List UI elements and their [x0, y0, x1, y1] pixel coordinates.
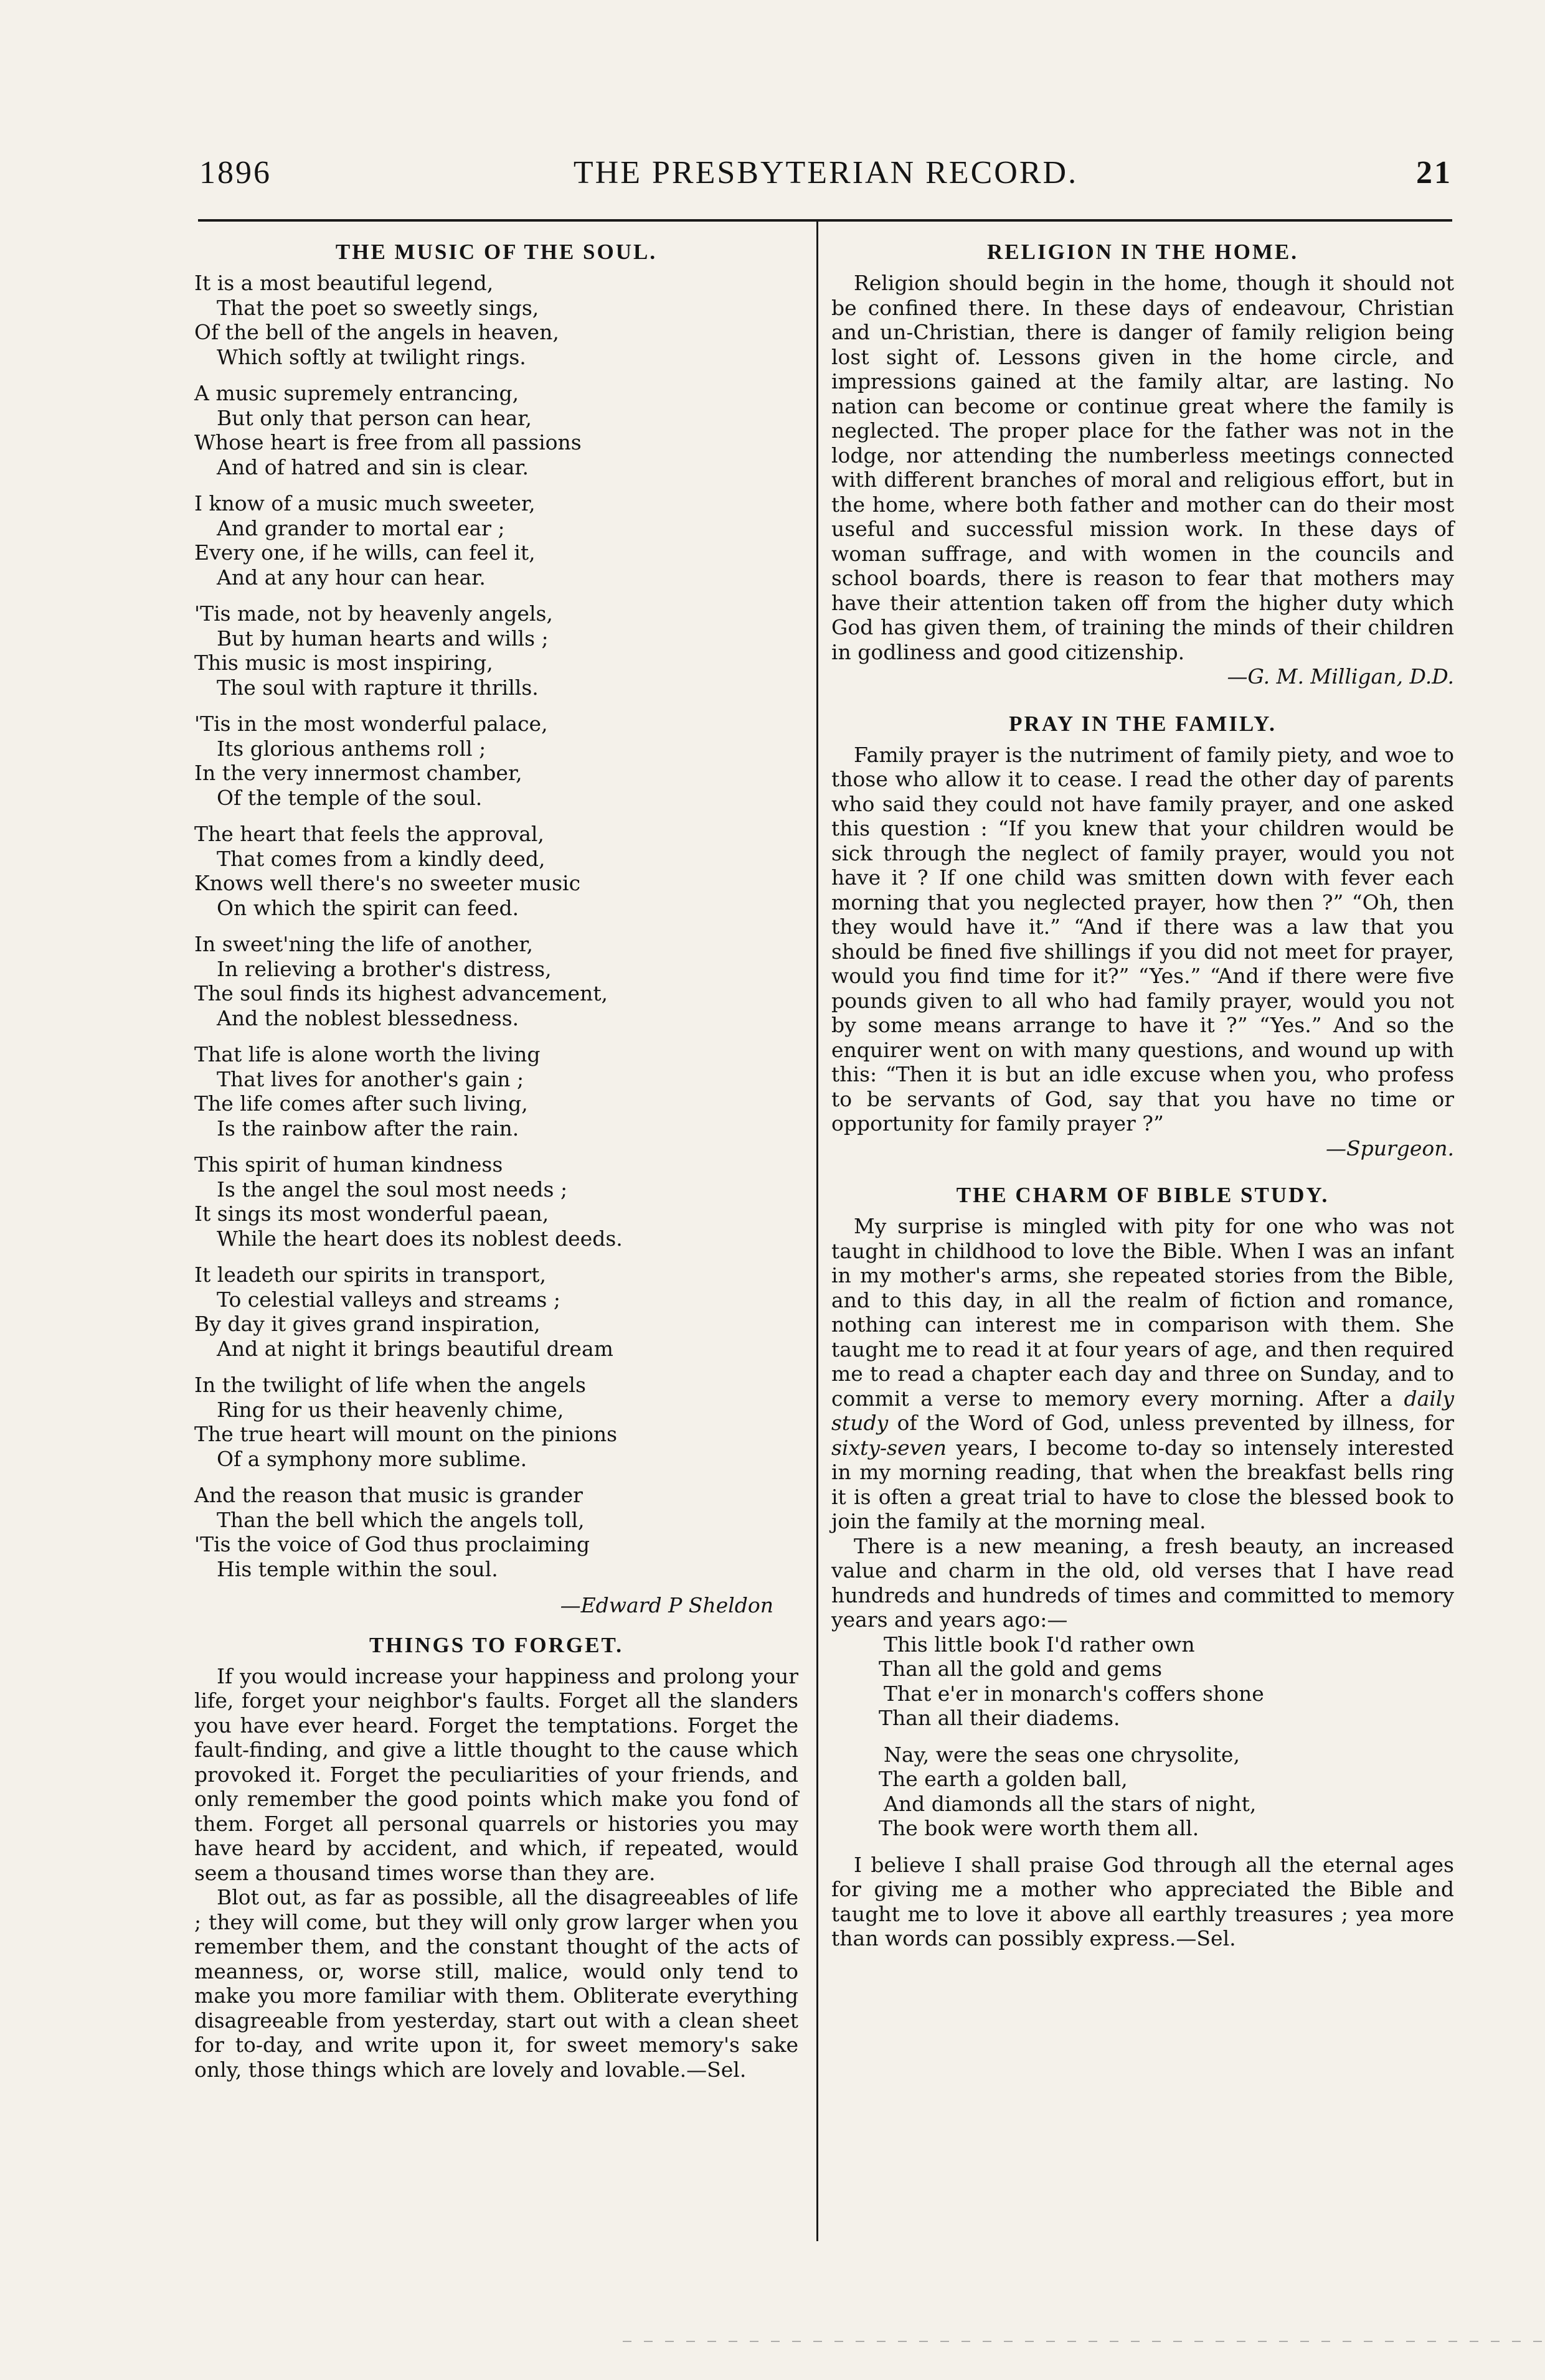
poem-line: Nay, were the seas one chrysolite,: [884, 1742, 1240, 1767]
poem-line: It is a most beautiful legend,: [194, 271, 494, 295]
poem-line: And at night it brings beautiful dream: [217, 1336, 613, 1361]
poem-line: Knows well there's no sweeter music: [194, 871, 581, 895]
poem-line: But by human hearts and wills ;: [217, 626, 549, 651]
poem-stanza: [194, 822, 798, 920]
poem-line: And the noblest blessedness.: [217, 1005, 519, 1030]
verse-stanza: [831, 1632, 1454, 1731]
forget-paragraph-2: Blot out, as far as possible, all the disagreeables of life ; they will come, but they will only grow larger when you remember them, and the constant thought of the acts of meanness, or, worse still, malice, would only tend to make you more familiar with them. Obliterate everything disagreeable from yesterday, start out with a clean sheet for to-day, and write upon it, for sweet memory's sake only, those things which are lovely and lovable.—Sel.: [194, 1885, 798, 2082]
poem-line: Of the temple of the soul.: [217, 785, 483, 810]
poem-line: The soul finds its highest advancement,: [194, 981, 608, 1005]
bottom-rule: [623, 2341, 1544, 2342]
bible-paragraph-1: [831, 1214, 1454, 1534]
poem-line: The earth a golden ball,: [879, 1767, 1128, 1791]
pray-text: Family prayer is the nutriment of family piety, and woe to those who allow it to cease. I read the other day of parents who said they could not have family prayer, and one asked this question : “If you knew that your children would be sick through the neglect of family prayer, would you not have it ? If one child was smitten down with fever each morning that you neglected prayer, how then ?” “Oh, then they would have it.” “And if there was a law that you should be fined five shillings if you did not meet for prayer, would you find time for it?” “Yes.” “And if there were five pounds given to all who had family prayer, would you not by some means arrange to have it ?” “Yes.” And so the enquirer went on with many questions, and wound up with this: “Then it is but an idle excuse when you, who profess to be servants of God, say that you have no time or opportunity for family prayer ?”: [831, 742, 1454, 1136]
poem-line: In the very innermost chamber,: [194, 761, 522, 785]
poem-stanza: [194, 712, 798, 810]
poem-line: 'Tis made, not by heavenly angels,: [194, 601, 553, 626]
poem-line: Of the bell of the angels in heaven,: [194, 320, 559, 344]
running-header: [199, 154, 1452, 204]
bible-p1-em-years: sixty-seven: [831, 1435, 947, 1460]
bible-p1-text-a: My surprise is mingled with pity for one who was not taught in childhood to love the Bible. When I was an infant in my mother's arms, she repeated stories from the Bible, and to this day, in all the realm of fiction and romance, nothing can interest me in comparison with them. She taught me to read it at four years of age, and then required me to read a chapter each day and three on Sunday, and to commit a verse to memory every morning. After a: [831, 1214, 1454, 1411]
pray-signature: —Spurgeon.: [1325, 1136, 1454, 1160]
poem: [194, 271, 798, 1581]
bible-paragraph-3: I believe I shall praise God through all the eternal ages for giving me a mother who appreciated the Bible and taught me to love it above all earthly treasures ; yea more than words can possibly express.—Sel.: [831, 1852, 1454, 1950]
left-column: [194, 240, 798, 2082]
poem-line: Is the rainbow after the rain.: [217, 1116, 519, 1141]
poem-line: And of hatred and sin is clear.: [217, 454, 529, 479]
bible-verse-1: [831, 1632, 1454, 1731]
poem-line: It leadeth our spirits in transport,: [194, 1263, 546, 1287]
poem-stanza: [194, 1373, 798, 1471]
poem-line: Than the bell which the angels toll,: [217, 1507, 585, 1532]
poem-line: Than all the gold and gems: [879, 1657, 1163, 1681]
verse-stanza: [831, 1743, 1454, 1841]
poem-line: Which softly at twilight rings.: [217, 344, 526, 369]
poem-line: But only that person can hear,: [217, 405, 532, 430]
column-divider: [816, 219, 818, 2241]
bible-p1-text-b: of the Word of God, unless prevented by illness, for: [897, 1411, 1454, 1435]
poem-line: 'Tis in the most wonderful palace,: [194, 712, 548, 736]
bible-p1-text-c: years, I become to-day so intensely interested in my morning reading, that when the breakfast bells ring it is often a great trial to have to close the blessed book to join the family at the morning meal.: [831, 1435, 1454, 1533]
poem-line: This spirit of human kindness: [194, 1152, 503, 1177]
poem-line: This little book I'd rather own: [884, 1632, 1195, 1657]
poem-line: That comes from a kindly deed,: [217, 846, 546, 871]
poem-line: Of a symphony more sublime.: [217, 1446, 527, 1471]
header-title: THE PRESBYTERIAN RECORD.: [573, 155, 1079, 190]
poem-line: Every one, if he wills, can feel it,: [194, 540, 536, 565]
right-column: [831, 240, 1454, 1951]
poem-line: Ring for us their heavenly chime,: [217, 1397, 564, 1422]
poem-line: Whose heart is free from all passions: [194, 430, 582, 454]
bible-paragraph-2: There is a new meaning, a fresh beauty, an increased value and charm in the old, old verses that I have read hundreds and hundreds of times and committed to memory years and years ago:—: [831, 1533, 1454, 1632]
poem-line: And diamonds all the stars of night,: [884, 1791, 1257, 1816]
poem-line: And the reason that music is grander: [194, 1483, 583, 1507]
poem-line: By day it gives grand inspiration,: [194, 1312, 541, 1336]
page-number: 21: [1416, 155, 1452, 190]
poem-line: That life is alone worth the living: [194, 1042, 541, 1066]
poem-line: To celestial valleys and streams ;: [217, 1287, 560, 1312]
poem-line: I know of a music much sweeter,: [194, 491, 536, 515]
poem-stanza: [194, 1152, 798, 1251]
poem-line: The soul with rapture it thrills.: [217, 675, 539, 700]
poem-line: In the twilight of life when the angels: [194, 1373, 586, 1397]
poem-line: The true heart will mount on the pinions: [194, 1422, 618, 1446]
poem-line: That e'er in monarch's coffers shone: [884, 1681, 1264, 1706]
poem-stanza: [194, 381, 798, 479]
poem-line: In sweet'ning the life of another,: [194, 932, 533, 956]
poem-title: THE MUSIC OF THE SOUL.: [335, 240, 658, 264]
forget-paragraph-1: If you would increase your happiness and prolong your life, forget your neighbor's faults. Forget all the slanders you have ever heard. Forget the temptations. Forget the fault-finding, and give a little thought to the cause which provoked it. Forget the peculiarities of your friends, and only remember the good points which make you fond of them. Forget all personal quarrels or histories you may have heard by accident, and which, if repeated, would seem a thousand times worse than they are.: [194, 1663, 798, 1885]
poem-line: The life comes after such living,: [194, 1091, 528, 1116]
poem-line: It sings its most wonderful paean,: [194, 1202, 549, 1226]
bible-p1-em-daily: daily study: [831, 1386, 1455, 1435]
pray-title: PRAY IN THE FAMILY.: [1009, 711, 1277, 736]
poem-stanza: [194, 1263, 798, 1361]
poem-line: The heart that feels the approval,: [194, 822, 544, 846]
poem-line: Than all their diadems.: [879, 1706, 1120, 1730]
header-year: 1896: [199, 155, 272, 190]
poem-stanza: [194, 1042, 798, 1141]
poem-line: Is the angel the soul most needs ;: [217, 1177, 568, 1202]
forget-title: THINGS TO FORGET.: [369, 1632, 623, 1657]
poem-line: A music supremely entrancing,: [194, 381, 519, 405]
poem-line: While the heart does its noblest deeds.: [217, 1226, 623, 1251]
header-rule: [198, 219, 1452, 222]
poem-line: And grander to mortal ear ;: [217, 515, 505, 540]
poem-stanza: [194, 1483, 798, 1581]
poem-line: In relieving a brother's distress,: [217, 956, 552, 981]
poem-line: 'Tis the voice of God thus proclaiming: [194, 1532, 590, 1556]
poem-line: Its glorious anthems roll ;: [217, 736, 486, 761]
poem-stanza: [194, 491, 798, 590]
poem-line: This music is most inspiring,: [194, 651, 493, 675]
bible-title: THE CHARM OF BIBLE STUDY.: [956, 1183, 1330, 1207]
poem-line: His temple within the soul.: [217, 1556, 498, 1581]
religion-title: RELIGION IN THE HOME.: [987, 240, 1298, 264]
poem-line: That lives for another's gain ;: [217, 1066, 524, 1091]
religion-signature: —G. M. Milligan, D.D.: [1227, 664, 1454, 689]
poem-line: The book were worth them all.: [879, 1816, 1199, 1840]
poem-stanza: [194, 271, 798, 369]
poem-line: That the poet so sweetly sings,: [217, 295, 539, 320]
poem-line: And at any hour can hear.: [217, 565, 486, 590]
poem-stanza: [194, 601, 798, 700]
bible-verse-2: [831, 1743, 1454, 1841]
poem-attribution: —Edward P Sheldon: [560, 1593, 773, 1617]
poem-stanza: [194, 932, 798, 1030]
poem-line: On which the spirit can feed.: [217, 895, 519, 920]
religion-text: Religion should begin in the home, though it should not be confined there. In these days of endeavour, Christian and un-Christian, there is danger of family religion being lost sight of. Lessons given in the home circle, and impressions gained at the family altar, are lasting. No nation can become or continue great where the family is neglected. The proper place for the father was not in the lodge, nor attending the numberless meetings connected with different branches of moral and religious effort, but in the home, where both father and mother can do their most useful and successful mission work. In these days of woman suffrage, and with women in the councils and school boards, there is reason to fear that mothers may have their attention taken off from the higher duty which God has given them, of training the minds of their children in godliness and good citizenship.: [831, 271, 1454, 664]
